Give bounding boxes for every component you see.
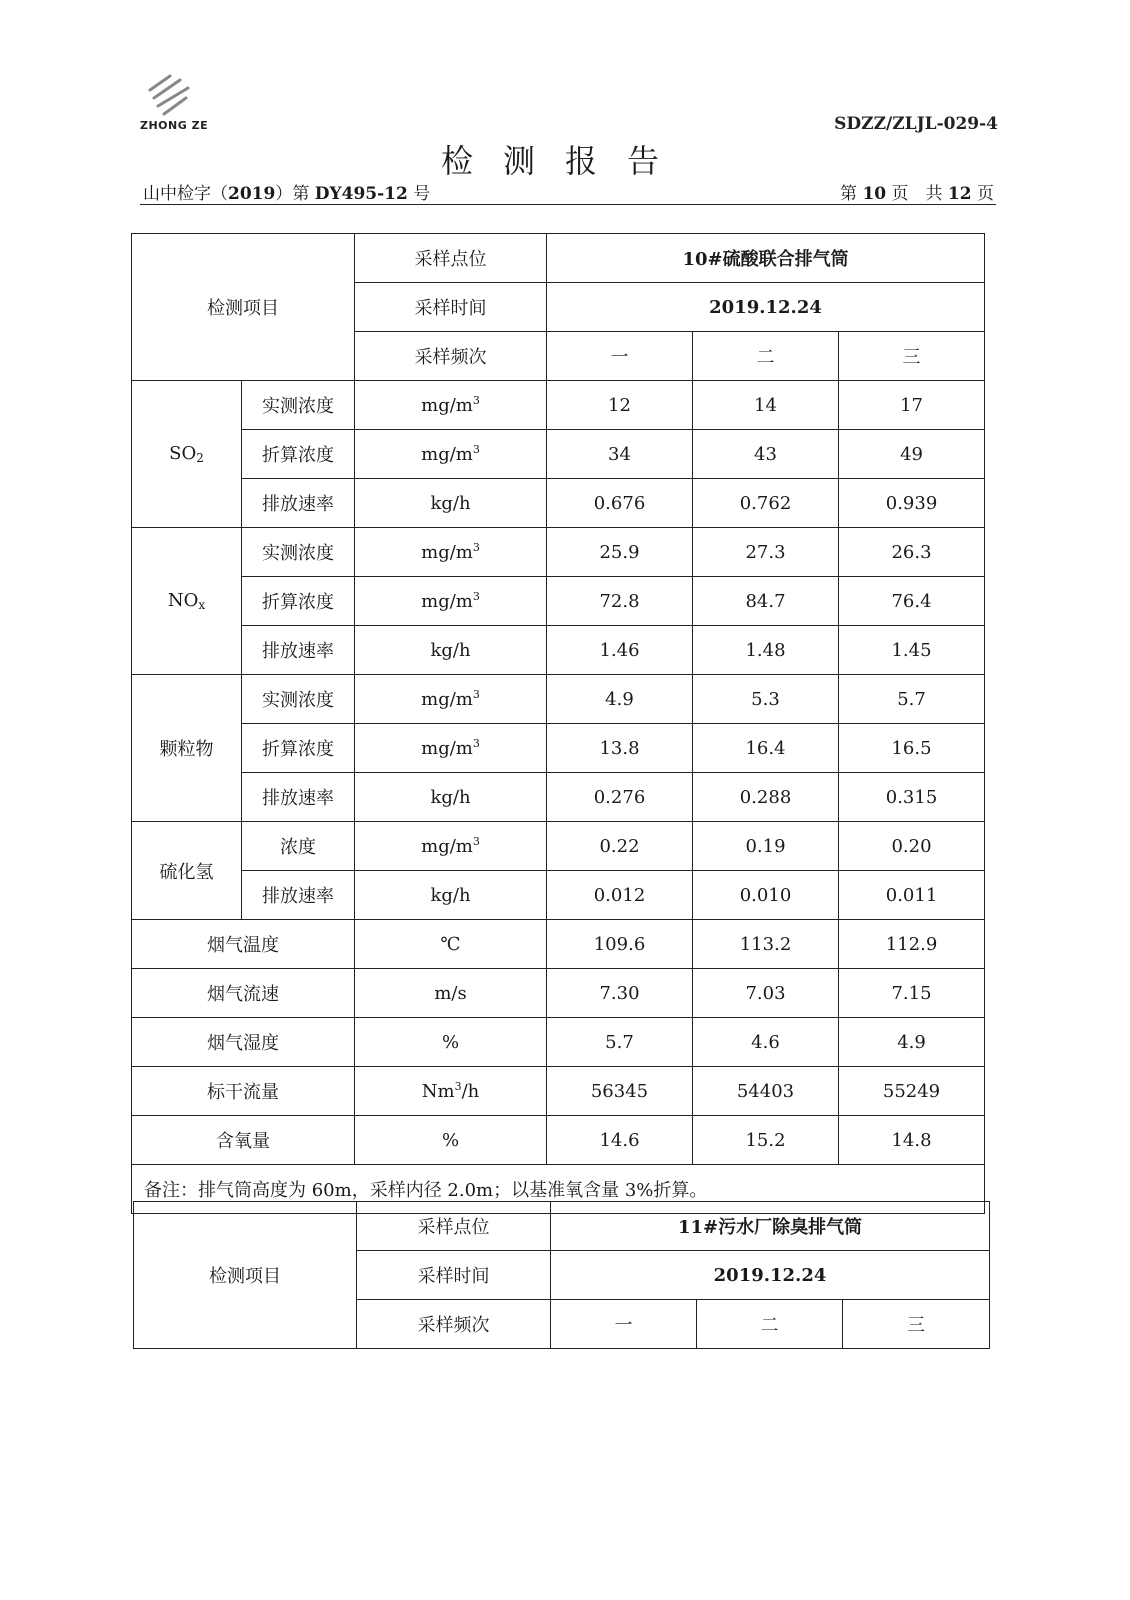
time-value: 2019.12.24 <box>551 1251 990 1300</box>
table-row <box>132 969 985 1018</box>
value-cell: 0.315 <box>839 773 985 822</box>
freq-label: 采样频次 <box>357 1300 551 1349</box>
value-cell: 0.19 <box>693 822 839 871</box>
value-cell: 17 <box>839 381 985 430</box>
table-row <box>132 577 985 626</box>
value-cell: 0.22 <box>547 822 693 871</box>
param-name: 烟气温度 <box>132 920 355 969</box>
table-row <box>132 920 985 969</box>
pollutant-name: $NO_x$ <box>132 528 242 675</box>
value-cell: 0.012 <box>547 871 693 920</box>
freq-value: 三 <box>839 332 985 381</box>
param-name: 排放速率 <box>242 773 355 822</box>
value-cell: 27.3 <box>693 528 839 577</box>
value-cell: 4.9 <box>547 675 693 724</box>
unit-cell: m/s <box>355 969 547 1018</box>
value-cell: 14.8 <box>839 1116 985 1165</box>
item-label: 检测项目 <box>134 1202 357 1349</box>
time-value: 2019.12.24 <box>547 283 985 332</box>
freq-value: 一 <box>547 332 693 381</box>
value-cell: 7.03 <box>693 969 839 1018</box>
unit-cell: kg/h <box>355 773 547 822</box>
freq-value: 三 <box>843 1300 990 1349</box>
value-cell: 16.4 <box>693 724 839 773</box>
unit-cell: $mg/m^3$ <box>355 675 547 724</box>
param-name: 实测浓度 <box>242 381 355 430</box>
value-cell: 0.939 <box>839 479 985 528</box>
value-cell: 76.4 <box>839 577 985 626</box>
unit-cell: $mg/m^3$ <box>355 577 547 626</box>
value-cell: 72.8 <box>547 577 693 626</box>
unit-cell: $mg/m^3$ <box>355 822 547 871</box>
unit-cell: $mg/m^3$ <box>355 430 547 479</box>
param-name: 实测浓度 <box>242 528 355 577</box>
value-cell: 0.676 <box>547 479 693 528</box>
value-cell: 49 <box>839 430 985 479</box>
value-cell: 0.762 <box>693 479 839 528</box>
unit-cell: $mg/m^3$ <box>355 724 547 773</box>
point-value: 10#硫酸联合排气筒 <box>547 234 985 283</box>
value-cell: 5.7 <box>547 1018 693 1067</box>
param-name: 实测浓度 <box>242 675 355 724</box>
header-divider <box>140 204 996 205</box>
table-row <box>132 724 985 773</box>
param-name: 烟气流速 <box>132 969 355 1018</box>
value-cell: 0.010 <box>693 871 839 920</box>
value-cell: 16.5 <box>839 724 985 773</box>
freq-value: 二 <box>693 332 839 381</box>
param-name: 含氧量 <box>132 1116 355 1165</box>
value-cell: 4.6 <box>693 1018 839 1067</box>
value-cell: 0.288 <box>693 773 839 822</box>
param-name: 排放速率 <box>242 479 355 528</box>
value-cell: 14 <box>693 381 839 430</box>
page-number-info: 第 10 页 共 12 页 <box>840 184 994 204</box>
item-label: 检测项目 <box>132 234 355 381</box>
value-cell: 56345 <box>547 1067 693 1116</box>
table-row <box>132 479 985 528</box>
value-cell: 1.45 <box>839 626 985 675</box>
table-row <box>132 1067 985 1116</box>
table-row <box>132 871 985 920</box>
point-label: 采样点位 <box>357 1202 551 1251</box>
freq-label: 采样频次 <box>355 332 547 381</box>
value-cell: 0.276 <box>547 773 693 822</box>
value-cell: 55249 <box>839 1067 985 1116</box>
value-cell: 4.9 <box>839 1018 985 1067</box>
table-row <box>132 1116 985 1165</box>
logo-text: ZHONG ZE <box>140 119 209 132</box>
param-name: 折算浓度 <box>242 430 355 479</box>
value-cell: 43 <box>693 430 839 479</box>
value-cell: 5.3 <box>693 675 839 724</box>
unit-cell: ℃ <box>355 920 547 969</box>
value-cell: 12 <box>547 381 693 430</box>
value-cell: 5.7 <box>839 675 985 724</box>
value-cell: 7.30 <box>547 969 693 1018</box>
value-cell: 13.8 <box>547 724 693 773</box>
unit-cell: % <box>355 1018 547 1067</box>
param-name: 排放速率 <box>242 626 355 675</box>
value-cell: 1.48 <box>693 626 839 675</box>
value-cell: 113.2 <box>693 920 839 969</box>
unit-cell: kg/h <box>355 626 547 675</box>
value-cell: 0.011 <box>839 871 985 920</box>
freq-value: 二 <box>697 1300 843 1349</box>
page-title: 检测报告 <box>440 142 689 180</box>
value-cell: 14.6 <box>547 1116 693 1165</box>
value-cell: 7.15 <box>839 969 985 1018</box>
pollutant-name: 颗粒物 <box>132 675 242 822</box>
param-name: 排放速率 <box>242 871 355 920</box>
point-label: 采样点位 <box>355 234 547 283</box>
table-row <box>132 381 985 430</box>
time-label: 采样时间 <box>357 1251 551 1300</box>
emission-table-10 <box>131 233 985 1214</box>
pollutant-name: $SO_2$ <box>132 381 242 528</box>
table-row <box>132 528 985 577</box>
freq-value: 一 <box>551 1300 697 1349</box>
remarks: 备注：排气筒高度为 60m，采样内径 2.0m；以基准氧含量 3%折算。 <box>132 1165 985 1214</box>
param-name: 折算浓度 <box>242 577 355 626</box>
unit-cell: % <box>355 1116 547 1165</box>
report-reference: 山中检字（2019）第 DY495-12 号 <box>143 184 431 204</box>
table-row <box>132 626 985 675</box>
table-row <box>132 822 985 871</box>
table-row <box>132 1018 985 1067</box>
value-cell: 15.2 <box>693 1116 839 1165</box>
table-row <box>132 675 985 724</box>
value-cell: 25.9 <box>547 528 693 577</box>
value-cell: 54403 <box>693 1067 839 1116</box>
value-cell: 34 <box>547 430 693 479</box>
table-row <box>132 430 985 479</box>
value-cell: 112.9 <box>839 920 985 969</box>
unit-cell: $mg/m^3$ <box>355 528 547 577</box>
document-code: SDZZ/ZLJL-029-4 <box>834 114 998 134</box>
table-row <box>132 773 985 822</box>
pollutant-name: 硫化氢 <box>132 822 242 920</box>
value-cell: 84.7 <box>693 577 839 626</box>
param-name: 标干流量 <box>132 1067 355 1116</box>
emission-table-11 <box>133 1201 990 1349</box>
value-cell: 0.20 <box>839 822 985 871</box>
param-name: 烟气湿度 <box>132 1018 355 1067</box>
unit-cell: kg/h <box>355 479 547 528</box>
point-value: 11#污水厂除臭排气筒 <box>551 1202 990 1251</box>
param-name: 浓度 <box>242 822 355 871</box>
value-cell: 26.3 <box>839 528 985 577</box>
unit-cell: $mg/m^3$ <box>355 381 547 430</box>
param-name: 折算浓度 <box>242 724 355 773</box>
unit-cell: Nm$^3$/h <box>355 1067 547 1116</box>
value-cell: 1.46 <box>547 626 693 675</box>
unit-cell: kg/h <box>355 871 547 920</box>
time-label: 采样时间 <box>355 283 547 332</box>
value-cell: 109.6 <box>547 920 693 969</box>
